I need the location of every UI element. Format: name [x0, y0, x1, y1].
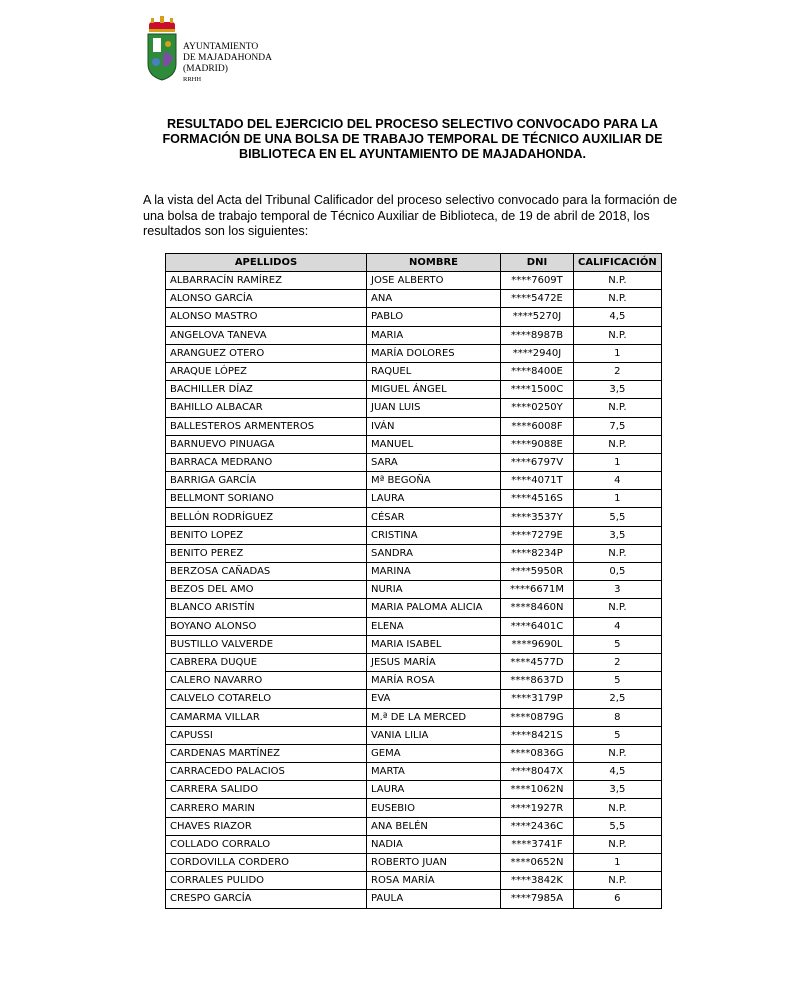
cell-nombre: EVA	[367, 690, 501, 708]
cell-nombre: JOSE ALBERTO	[367, 272, 501, 290]
cell-apellidos: BAHILLO ALBACAR	[166, 399, 367, 417]
cell-dni: ****6671M	[501, 581, 574, 599]
table-row	[166, 817, 662, 835]
cell-calificacion: 5	[574, 726, 662, 744]
cell-calificacion: N.P.	[574, 835, 662, 853]
cell-nombre: ROBERTO JUAN	[367, 854, 501, 872]
cell-calificacion: 5,5	[574, 508, 662, 526]
cell-calificacion: 4,5	[574, 308, 662, 326]
cell-dni: ****7609T	[501, 272, 574, 290]
cell-dni: ****7279E	[501, 526, 574, 544]
table-row	[166, 726, 662, 744]
cell-dni: ****3179P	[501, 690, 574, 708]
cell-calificacion: 2	[574, 653, 662, 671]
cell-dni: ****3741F	[501, 835, 574, 853]
organization-name	[183, 42, 333, 84]
table-row	[166, 890, 662, 908]
table-row	[166, 653, 662, 671]
cell-apellidos: BELLMONT SORIANO	[166, 490, 367, 508]
cell-calificacion: N.P.	[574, 272, 662, 290]
document-title: RESULTADO DEL EJERCICIO DEL PROCESO SELECTIVO CONVOCADO PARA LA FORMACIÓN DE UNA BOLSA DE TRABAJO TEMPORAL DE TÉCNICO AUXILIAR DE BIBLIOTECA EN EL AYUNTAMIENTO DE MAJADAHONDA.	[162, 117, 663, 161]
cell-calificacion: 8	[574, 708, 662, 726]
table-row	[166, 672, 662, 690]
cell-apellidos: BEZOS DEL AMO	[166, 581, 367, 599]
table-row	[166, 854, 662, 872]
column-header-apellidos: APELLIDOS	[166, 254, 367, 272]
cell-apellidos: BARRIGA GARCÍA	[166, 472, 367, 490]
table-row	[166, 708, 662, 726]
cell-dni: ****1500C	[501, 381, 574, 399]
cell-calificacion: N.P.	[574, 290, 662, 308]
cell-apellidos: ALONSO GARCÍA	[166, 290, 367, 308]
cell-dni: ****8421S	[501, 726, 574, 744]
coat-of-arms-logo	[145, 14, 181, 86]
cell-apellidos: CAMARMA VILLAR	[166, 708, 367, 726]
cell-apellidos: COLLADO CORRALO	[166, 835, 367, 853]
cell-calificacion: 6	[574, 890, 662, 908]
table-row	[166, 544, 662, 562]
cell-apellidos: BENITO LOPEZ	[166, 526, 367, 544]
cell-apellidos: CARDENAS MARTÍNEZ	[166, 744, 367, 762]
table-row	[166, 490, 662, 508]
table-row	[166, 763, 662, 781]
cell-calificacion: N.P.	[574, 799, 662, 817]
table-row	[166, 344, 662, 362]
cell-nombre: EUSEBIO	[367, 799, 501, 817]
cell-apellidos: ARAQUE LÓPEZ	[166, 362, 367, 380]
cell-calificacion: N.P.	[574, 872, 662, 890]
cell-nombre: CRISTINA	[367, 526, 501, 544]
cell-nombre: IVÁN	[367, 417, 501, 435]
cell-calificacion: 1	[574, 453, 662, 471]
cell-apellidos: ALONSO MASTRO	[166, 308, 367, 326]
cell-apellidos: BENITO PEREZ	[166, 544, 367, 562]
cell-calificacion: 3,5	[574, 381, 662, 399]
table-row	[166, 835, 662, 853]
cell-dni: ****5950R	[501, 563, 574, 581]
cell-apellidos: CARRACEDO PALACIOS	[166, 763, 367, 781]
cell-calificacion: 4	[574, 472, 662, 490]
cell-calificacion: 1	[574, 344, 662, 362]
table-row	[166, 326, 662, 344]
cell-nombre: CÉSAR	[367, 508, 501, 526]
cell-dni: ****9690L	[501, 635, 574, 653]
cell-apellidos: ANGELOVA TANEVA	[166, 326, 367, 344]
cell-dni: ****8234P	[501, 544, 574, 562]
cell-nombre: RAQUEL	[367, 362, 501, 380]
cell-calificacion: 2,5	[574, 690, 662, 708]
table-row	[166, 799, 662, 817]
table-row	[166, 472, 662, 490]
cell-calificacion: N.P.	[574, 326, 662, 344]
cell-calificacion: 4,5	[574, 763, 662, 781]
cell-dni: ****6008F	[501, 417, 574, 435]
cell-apellidos: CRESPO GARCÍA	[166, 890, 367, 908]
cell-dni: ****5472E	[501, 290, 574, 308]
cell-dni: ****3842K	[501, 872, 574, 890]
cell-nombre: MARTA	[367, 763, 501, 781]
table-row	[166, 617, 662, 635]
cell-apellidos: ARANGUEZ OTERO	[166, 344, 367, 362]
cell-nombre: NADIA	[367, 835, 501, 853]
cell-apellidos: CABRERA DUQUE	[166, 653, 367, 671]
cell-dni: ****2436C	[501, 817, 574, 835]
cell-nombre: GEMA	[367, 744, 501, 762]
cell-calificacion: 2	[574, 362, 662, 380]
table-row	[166, 290, 662, 308]
cell-apellidos: BARRACA MEDRANO	[166, 453, 367, 471]
table-row	[166, 381, 662, 399]
table-row	[166, 417, 662, 435]
cell-dni: ****6797V	[501, 453, 574, 471]
table-row	[166, 399, 662, 417]
cell-calificacion: 3	[574, 581, 662, 599]
cell-nombre: JUAN LUIS	[367, 399, 501, 417]
cell-apellidos: BELLÓN RODRÍGUEZ	[166, 508, 367, 526]
column-header-nombre: NOMBRE	[367, 254, 501, 272]
cell-nombre: MARIA	[367, 326, 501, 344]
cell-nombre: ANA BELÉN	[367, 817, 501, 835]
table-row	[166, 599, 662, 617]
cell-calificacion: N.P.	[574, 599, 662, 617]
cell-calificacion: 4	[574, 617, 662, 635]
cell-apellidos: BALLESTEROS ARMENTEROS	[166, 417, 367, 435]
cell-apellidos: BUSTILLO VALVERDE	[166, 635, 367, 653]
cell-nombre: ELENA	[367, 617, 501, 635]
table-row	[166, 272, 662, 290]
cell-nombre: SARA	[367, 453, 501, 471]
cell-apellidos: CORDOVILLA CORDERO	[166, 854, 367, 872]
cell-apellidos: BOYANO ALONSO	[166, 617, 367, 635]
cell-calificacion: 0,5	[574, 563, 662, 581]
department: RRHH	[183, 76, 202, 83]
table-row	[166, 362, 662, 380]
cell-dni: ****0250Y	[501, 399, 574, 417]
cell-nombre: ROSA MARÍA	[367, 872, 501, 890]
table-row	[166, 526, 662, 544]
table-row	[166, 308, 662, 326]
cell-nombre: M.ª DE LA MERCED	[367, 708, 501, 726]
cell-nombre: MARINA	[367, 563, 501, 581]
cell-nombre: VANIA LILIA	[367, 726, 501, 744]
cell-dni: ****5270J	[501, 308, 574, 326]
cell-apellidos: CALVELO COTARELO	[166, 690, 367, 708]
cell-calificacion: 1	[574, 854, 662, 872]
cell-dni: ****0836G	[501, 744, 574, 762]
cell-calificacion: 5	[574, 635, 662, 653]
cell-dni: ****0652N	[501, 854, 574, 872]
intro-paragraph: A la vista del Acta del Tribunal Calificador del proceso selectivo convocado para la formación de una bolsa de trabajo temporal de Técnico Auxiliar de Biblioteca, de 19 de abril de 2018, los resultados son los siguientes:	[143, 193, 678, 238]
cell-dni: ****8047X	[501, 763, 574, 781]
cell-calificacion: N.P.	[574, 435, 662, 453]
table-row	[166, 690, 662, 708]
table-row	[166, 872, 662, 890]
table-row	[166, 508, 662, 526]
cell-nombre: Mª BEGOÑA	[367, 472, 501, 490]
cell-apellidos: BLANCO ARISTÍN	[166, 599, 367, 617]
table-row	[166, 744, 662, 762]
cell-calificacion: N.P.	[574, 544, 662, 562]
cell-apellidos: CARRERO MARIN	[166, 799, 367, 817]
cell-apellidos: CHAVES RIAZOR	[166, 817, 367, 835]
cell-nombre: LAURA	[367, 781, 501, 799]
cell-nombre: MARÍA ROSA	[367, 672, 501, 690]
column-header-calificacion: CALIFICACIÓN	[574, 254, 662, 272]
cell-nombre: MIGUEL ÁNGEL	[367, 381, 501, 399]
cell-calificacion: 5	[574, 672, 662, 690]
cell-dni: ****8987B	[501, 326, 574, 344]
cell-nombre: MARIA PALOMA ALICIA	[367, 599, 501, 617]
cell-dni: ****8460N	[501, 599, 574, 617]
cell-calificacion: 3,5	[574, 781, 662, 799]
cell-dni: ****7985A	[501, 890, 574, 908]
table-row	[166, 563, 662, 581]
table-row	[166, 435, 662, 453]
cell-nombre: PABLO	[367, 308, 501, 326]
cell-calificacion: 5,5	[574, 817, 662, 835]
cell-dni: ****2940J	[501, 344, 574, 362]
table-header-row	[166, 254, 662, 272]
cell-apellidos: CALERO NAVARRO	[166, 672, 367, 690]
cell-nombre: ANA	[367, 290, 501, 308]
cell-dni: ****3537Y	[501, 508, 574, 526]
org-line-3: (MADRID)	[183, 64, 228, 74]
cell-calificacion: 7,5	[574, 417, 662, 435]
results-table	[165, 253, 662, 909]
cell-apellidos: BACHILLER DÍAZ	[166, 381, 367, 399]
cell-apellidos: ALBARRACÍN RAMÍREZ	[166, 272, 367, 290]
cell-apellidos: BERZOSA CAÑADAS	[166, 563, 367, 581]
table-row	[166, 453, 662, 471]
cell-dni: ****1927R	[501, 799, 574, 817]
cell-nombre: PAULA	[367, 890, 501, 908]
cell-dni: ****4516S	[501, 490, 574, 508]
column-header-dni: DNI	[501, 254, 574, 272]
org-line-1: AYUNTAMIENTO	[183, 42, 259, 52]
cell-dni: ****8400E	[501, 362, 574, 380]
cell-calificacion: N.P.	[574, 744, 662, 762]
cell-dni: ****9088E	[501, 435, 574, 453]
cell-nombre: MANUEL	[367, 435, 501, 453]
table-row	[166, 635, 662, 653]
cell-dni: ****8637D	[501, 672, 574, 690]
cell-nombre: JESUS MARÍA	[367, 653, 501, 671]
cell-apellidos: CORRALES PULIDO	[166, 872, 367, 890]
cell-dni: ****6401C	[501, 617, 574, 635]
cell-dni: ****4071T	[501, 472, 574, 490]
cell-nombre: NURIA	[367, 581, 501, 599]
cell-apellidos: CAPUSSI	[166, 726, 367, 744]
table-row	[166, 781, 662, 799]
cell-dni: ****4577D	[501, 653, 574, 671]
org-line-2: DE MAJADAHONDA	[183, 53, 272, 63]
cell-dni: ****1062N	[501, 781, 574, 799]
cell-calificacion: N.P.	[574, 399, 662, 417]
table-row	[166, 581, 662, 599]
cell-calificacion: 3,5	[574, 526, 662, 544]
cell-nombre: MARIA ISABEL	[367, 635, 501, 653]
cell-apellidos: BARNUEVO PINUAGA	[166, 435, 367, 453]
cell-apellidos: CARRERA SALIDO	[166, 781, 367, 799]
cell-nombre: MARÍA DOLORES	[367, 344, 501, 362]
cell-dni: ****0879G	[501, 708, 574, 726]
cell-nombre: SANDRA	[367, 544, 501, 562]
cell-calificacion: 1	[574, 490, 662, 508]
cell-nombre: LAURA	[367, 490, 501, 508]
